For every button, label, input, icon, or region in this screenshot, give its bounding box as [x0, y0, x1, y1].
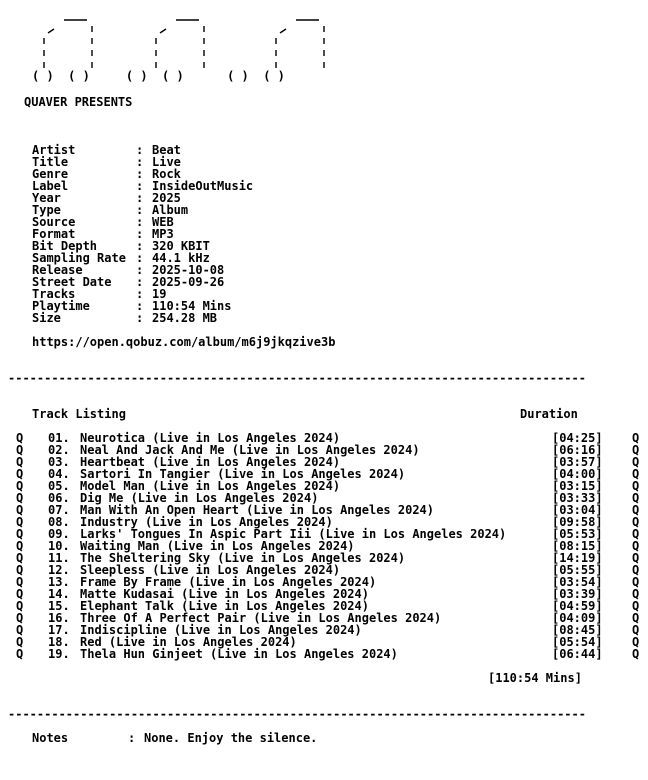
info-label: Sampling Rate — [32, 251, 126, 265]
margin-q-left: Q — [16, 455, 24, 469]
margin-q-left: Q — [16, 647, 24, 661]
info-colon: : — [136, 167, 144, 181]
track-number: 10. — [48, 539, 70, 553]
track-number: 13. — [48, 575, 70, 589]
track-number: 07. — [48, 503, 70, 517]
margin-q-left: Q — [16, 443, 24, 457]
margin-q-right: Q — [632, 635, 640, 649]
track-number: 16. — [48, 611, 70, 625]
margin-q-left: Q — [16, 635, 24, 649]
info-label: Type — [32, 203, 61, 217]
margin-q-right: Q — [632, 611, 640, 625]
margin-q-left: Q — [16, 563, 24, 577]
info-colon: : — [136, 275, 144, 289]
track-duration: [14:19] — [552, 551, 603, 565]
margin-q-right: Q — [632, 623, 640, 637]
info-value: Beat — [152, 143, 181, 157]
info-value: 44.1 kHz — [152, 251, 210, 265]
track-title: Heartbeat (Live in Los Angeles 2024) — [80, 455, 341, 469]
info-colon: : — [136, 227, 144, 241]
margin-q-right: Q — [632, 563, 640, 577]
info-colon: : — [136, 263, 144, 277]
track-title: Matte Kudasai (Live in Los Angeles 2024) — [80, 587, 369, 601]
margin-q-left: Q — [16, 467, 24, 481]
margin-q-left: Q — [16, 611, 24, 625]
track-title: Neurotica (Live in Los Angeles 2024) — [80, 431, 341, 445]
info-label: Artist — [32, 143, 76, 157]
margin-q-left: Q — [16, 623, 24, 637]
track-number: 01. — [48, 431, 70, 445]
track-duration: [03:39] — [552, 587, 603, 601]
track-number: 08. — [48, 515, 70, 529]
track-listing-header: Track Listing — [32, 407, 126, 421]
track-number: 06. — [48, 491, 70, 505]
info-value: InsideOutMusic — [152, 179, 254, 193]
total-playtime: [110:54 Mins] — [488, 671, 582, 685]
margin-q-right: Q — [632, 443, 640, 457]
track-duration: [05:55] — [552, 563, 603, 577]
track-duration: [03:04] — [552, 503, 603, 517]
info-colon: : — [136, 143, 144, 157]
divider: -------------------------------------------------------------------------------- — [8, 707, 586, 721]
info-colon: : — [136, 155, 144, 169]
margin-q-right: Q — [632, 467, 640, 481]
margin-q-right: Q — [632, 479, 640, 493]
margin-q-right: Q — [632, 599, 640, 613]
margin-q-right: Q — [632, 539, 640, 553]
track-duration: [04:25] — [552, 431, 603, 445]
info-value: 2025-10-08 — [152, 263, 225, 277]
info-label: Format — [32, 227, 76, 241]
info-label: Tracks — [32, 287, 76, 301]
margin-q-left: Q — [16, 539, 24, 553]
margin-q-right: Q — [632, 503, 640, 517]
track-duration: [04:59] — [552, 599, 603, 613]
margin-q-right: Q — [632, 431, 640, 445]
info-value: 19 — [152, 287, 167, 301]
info-label: Year — [32, 191, 61, 205]
quaver-logo-icon — [0, 0, 360, 90]
track-title: Larks' Tongues In Aspic Part Iii (Live in Los Angeles 2024) — [80, 527, 507, 541]
duration-header: Duration — [520, 407, 578, 421]
margin-q-left: Q — [16, 479, 24, 493]
info-label: Release — [32, 263, 83, 277]
margin-q-left: Q — [16, 551, 24, 565]
divider: -------------------------------------------------------------------------------- — [8, 371, 586, 385]
track-title: Neal And Jack And Me (Live in Los Angeles 2024) — [80, 443, 420, 457]
margin-q-left: Q — [16, 527, 24, 541]
track-duration: [04:00] — [552, 467, 603, 481]
track-number: 09. — [48, 527, 70, 541]
track-duration: [08:45] — [552, 623, 603, 637]
info-colon: : — [136, 215, 144, 229]
track-number: 03. — [48, 455, 70, 469]
track-title: The Sheltering Sky (Live in Los Angeles 2024) — [80, 551, 406, 565]
track-duration: [05:54] — [552, 635, 603, 649]
track-number: 19. — [48, 647, 70, 661]
margin-q-left: Q — [16, 599, 24, 613]
notes-label: Notes — [32, 731, 69, 745]
track-duration: [03:54] — [552, 575, 603, 589]
track-number: 17. — [48, 623, 70, 637]
track-title: Dig Me (Live in Los Angeles 2024) — [80, 491, 319, 505]
info-colon: : — [136, 311, 144, 325]
margin-q-left: Q — [16, 575, 24, 589]
track-duration: [03:15] — [552, 479, 603, 493]
album-url[interactable]: https://open.qobuz.com/album/m6j9jkqzive3b — [32, 335, 336, 349]
info-colon: : — [136, 251, 144, 265]
info-value: 254.28 MB — [152, 311, 218, 325]
info-label: Size — [32, 311, 61, 325]
track-duration: [03:33] — [552, 491, 603, 505]
margin-q-right: Q — [632, 587, 640, 601]
notes-value: None. Enjoy the silence. — [144, 731, 318, 745]
margin-q-right: Q — [632, 527, 640, 541]
margin-q-right: Q — [632, 455, 640, 469]
margin-q-right: Q — [632, 515, 640, 529]
track-title: Indiscipline (Live in Los Angeles 2024) — [80, 623, 362, 637]
track-title: Model Man (Live in Los Angeles 2024) — [80, 479, 341, 493]
info-value: 320 KBIT — [152, 239, 210, 253]
track-number: 04. — [48, 467, 70, 481]
track-duration: [08:15] — [552, 539, 603, 553]
presents-title: QUAVER PRESENTS — [24, 95, 133, 109]
margin-q-right: Q — [632, 551, 640, 565]
track-title: Elephant Talk (Live in Los Angeles 2024) — [80, 599, 369, 613]
margin-q-left: Q — [16, 587, 24, 601]
margin-q-left: Q — [16, 431, 24, 445]
info-value: 2025-09-26 — [152, 275, 225, 289]
track-title: Waiting Man (Live in Los Angeles 2024) — [80, 539, 355, 553]
track-number: 05. — [48, 479, 70, 493]
track-number: 14. — [48, 587, 70, 601]
track-duration: [09:58] — [552, 515, 603, 529]
info-label: Genre — [32, 167, 69, 181]
track-number: 18. — [48, 635, 70, 649]
svg-text:( ) ( ) ( ) ( ) ( ): ( ) ( ) ( ) ( ) ( ) ( ) — [32, 69, 285, 83]
track-duration: [04:09] — [552, 611, 603, 625]
track-title: Man With An Open Heart (Live in Los Angeles 2024) — [80, 503, 435, 517]
info-colon: : — [136, 179, 144, 193]
info-label: Source — [32, 215, 76, 229]
track-title: Sartori In Tangier (Live in Los Angeles 2024) — [80, 467, 406, 481]
track-title: Thela Hun Ginjeet (Live in Los Angeles 2024) — [80, 647, 398, 661]
info-label: Street Date — [32, 275, 112, 289]
track-number: 12. — [48, 563, 70, 577]
info-colon: : — [136, 287, 144, 301]
track-title: Frame By Frame (Live in Los Angeles 2024) — [80, 575, 377, 589]
track-title: Red (Live in Los Angeles 2024) — [80, 635, 297, 649]
track-number: 02. — [48, 443, 70, 457]
margin-q-right: Q — [632, 647, 640, 661]
info-colon: : — [136, 299, 144, 313]
info-label: Playtime — [32, 299, 90, 313]
info-colon: : — [136, 203, 144, 217]
info-value: MP3 — [152, 227, 174, 241]
track-number: 15. — [48, 599, 70, 613]
info-label: Bit Depth — [32, 239, 98, 253]
margin-q-left: Q — [16, 491, 24, 505]
info-value: Album — [152, 203, 189, 217]
info-value: Live — [152, 155, 181, 169]
info-label: Title — [32, 155, 69, 169]
margin-q-left: Q — [16, 503, 24, 517]
info-value: 2025 — [152, 191, 181, 205]
track-title: Industry (Live in Los Angeles 2024) — [80, 515, 333, 529]
info-label: Label — [32, 179, 69, 193]
track-title: Three Of A Perfect Pair (Live in Los Angeles 2024) — [80, 611, 442, 625]
margin-q-right: Q — [632, 575, 640, 589]
notes-colon: : — [128, 731, 136, 745]
track-title: Sleepless (Live in Los Angeles 2024) — [80, 563, 341, 577]
info-colon: : — [136, 239, 144, 253]
track-duration: [06:16] — [552, 443, 603, 457]
track-number: 11. — [48, 551, 70, 565]
track-duration: [06:44] — [552, 647, 603, 661]
track-duration: [05:53] — [552, 527, 603, 541]
info-colon: : — [136, 191, 144, 205]
info-value: Rock — [152, 167, 181, 181]
margin-q-right: Q — [632, 491, 640, 505]
info-value: WEB — [152, 215, 174, 229]
track-duration: [03:57] — [552, 455, 603, 469]
margin-q-left: Q — [16, 515, 24, 529]
info-value: 110:54 Mins — [152, 299, 232, 313]
